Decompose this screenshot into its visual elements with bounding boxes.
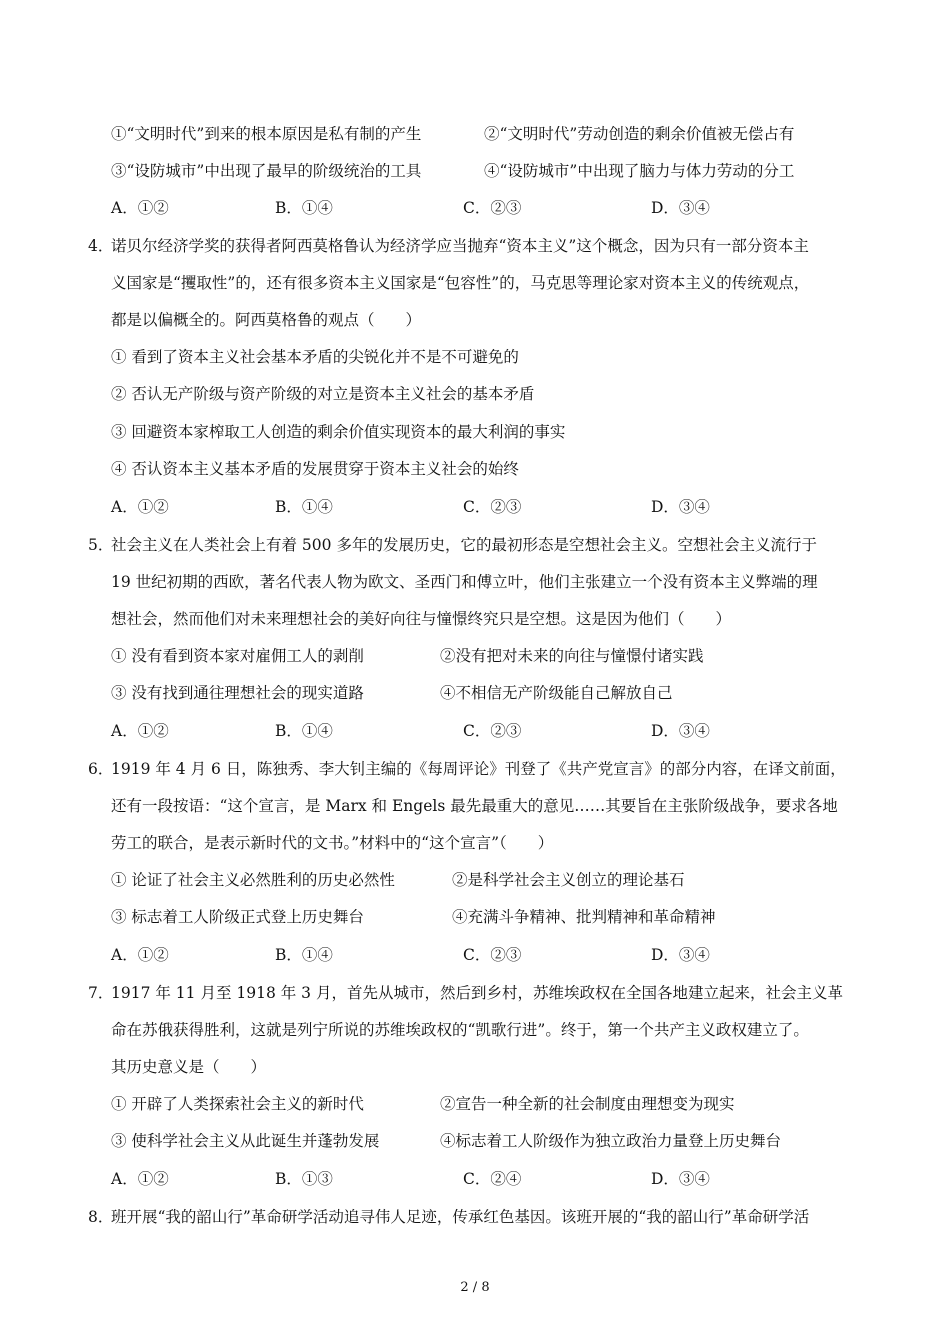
q4-stem-line-3: 都是以偏概全的。阿西莫格鲁的观点（ ） — [111, 311, 422, 329]
q5-number: 5． — [88, 536, 114, 554]
q3-statement-2: ②“文明时代”劳动创造的剩余价值被无偿占有 — [484, 125, 795, 143]
q6-statement-4: ④充满斗争精神、批判精神和革命精神 — [452, 908, 716, 926]
q5-statement-2: ②没有把对未来的向往与憧憬付诸实践 — [440, 647, 704, 665]
q5-stem-line-2: 19 世纪初期的西欧，著名代表人物为欧文、圣西门和傅立叶，他们主张建立一个没有资本主义弊端的理 — [111, 573, 818, 591]
q6-option-d: D．③④ — [651, 946, 710, 964]
q7-option-b: B．①③ — [275, 1170, 333, 1188]
q5-option-c: C．②③ — [463, 722, 522, 740]
q4-statement-4: ④ 否认资本主义基本矛盾的发展贯穿于资本主义社会的始终 — [111, 460, 519, 478]
q4-option-c: C．②③ — [463, 498, 522, 516]
q6-stem-line-1: 1919 年 4 月 6 日，陈独秀、李大钊主编的《每周评论》刊登了《共产党宣言》的部分内容，在译文前面， — [111, 760, 846, 778]
q3-statement-1: ①“文明时代”到来的根本原因是私有制的产生 — [111, 125, 422, 143]
q7-option-c: C．②④ — [463, 1170, 522, 1188]
q7-option-d: D．③④ — [651, 1170, 710, 1188]
q3-statement-3: ③“设防城市”中出现了最早的阶级统治的工具 — [111, 162, 422, 180]
q5-stem-line-3: 想社会，然而他们对未来理想社会的美好向往与憧憬终究只是空想。这是因为他们（ ） — [111, 610, 732, 628]
q7-option-a: A．①② — [111, 1170, 169, 1188]
q6-stem-line-2: 还有一段按语：“这个宣言，是 Marx 和 Engels 最先最重大的意见……其要旨在主张阶级战争，要求各地 — [111, 797, 838, 815]
q6-statement-3: ③ 标志着工人阶级正式登上历史舞台 — [111, 908, 364, 926]
q6-option-a: A．①② — [111, 946, 169, 964]
q6-number: 6． — [88, 760, 114, 778]
q4-option-d: D．③④ — [651, 498, 710, 516]
q7-stem-line-1: 1917 年 11 月至 1918 年 3 月，首先从城市，然后到乡村，苏维埃政权在全国各地建立起来，社会主义革 — [111, 984, 843, 1002]
q7-statement-4: ④标志着工人阶级作为独立政治力量登上历史舞台 — [440, 1132, 782, 1150]
q6-statement-2: ②是科学社会主义创立的理论基石 — [452, 871, 685, 889]
q6-option-c: C．②③ — [463, 946, 522, 964]
q4-option-a: A．①② — [111, 498, 169, 516]
q5-stem-line-1: 社会主义在人类社会上有着 500 多年的发展历史，它的最初形态是空想社会主义。空想社会主义流行于 — [111, 536, 817, 554]
q4-statement-3: ③ 回避资本家榨取工人创造的剩余价值实现资本的最大利润的事实 — [111, 423, 566, 441]
q7-statement-1: ① 开辟了人类探索社会主义的新时代 — [111, 1095, 364, 1113]
q4-number: 4． — [88, 237, 114, 255]
q6-statement-1: ① 论证了社会主义必然胜利的历史必然性 — [111, 871, 395, 889]
q3-statement-4: ④“设防城市”中出现了脑力与体力劳动的分工 — [484, 162, 795, 180]
q5-statement-4: ④不相信无产阶级能自己解放自己 — [440, 684, 673, 702]
q7-statement-2: ②宣告一种全新的社会制度由理想变为现实 — [440, 1095, 735, 1113]
q8-stem-line-1: 班开展“我的韶山行”革命研学活动追寻伟人足迹，传承红色基因。该班开展的“我的韶山行”革命研学活 — [111, 1208, 810, 1226]
q3-option-a: A．①② — [111, 199, 169, 217]
q4-option-b: B．①④ — [275, 498, 333, 516]
q6-stem-line-3: 劳工的联合，是表示新时代的文书。”材料中的“这个宣言”（ ） — [111, 834, 554, 852]
q7-statement-3: ③ 使科学社会主义从此诞生并蓬勃发展 — [111, 1132, 380, 1150]
q4-statement-1: ① 看到了资本主义社会基本矛盾的尖锐化并不是不可避免的 — [111, 348, 519, 366]
q5-statement-1: ① 没有看到资本家对雇佣工人的剥削 — [111, 647, 364, 665]
page-number: 2 / 8 — [460, 1280, 490, 1295]
q7-stem-line-2: 命在苏俄获得胜利，这就是列宁所说的苏维埃政权的“凯歌行进”。终于，第一个共产主义政权建立了。 — [111, 1021, 809, 1039]
q5-option-b: B．①④ — [275, 722, 333, 740]
q7-stem-line-3: 其历史意义是（ ） — [111, 1058, 267, 1076]
q8-number: 8． — [88, 1208, 114, 1226]
q4-statement-2: ② 否认无产阶级与资产阶级的对立是资本主义社会的基本矛盾 — [111, 385, 535, 403]
q3-option-b: B．①④ — [275, 199, 333, 217]
q3-option-d: D．③④ — [651, 199, 710, 217]
q5-option-d: D．③④ — [651, 722, 710, 740]
q7-number: 7． — [88, 984, 114, 1002]
q5-option-a: A．①② — [111, 722, 169, 740]
q5-statement-3: ③ 没有找到通往理想社会的现实道路 — [111, 684, 364, 702]
q6-option-b: B．①④ — [275, 946, 333, 964]
q4-stem-line-2: 义国家是“攫取性”的，还有很多资本主义国家是“包容性”的，马克思等理论家对资本主义的传统观点， — [111, 274, 810, 292]
q3-option-c: C．②③ — [463, 199, 522, 217]
q4-stem-line-1: 诺贝尔经济学奖的获得者阿西莫格鲁认为经济学应当抛弃“资本主义”这个概念，因为只有一部分资本主 — [111, 237, 809, 255]
